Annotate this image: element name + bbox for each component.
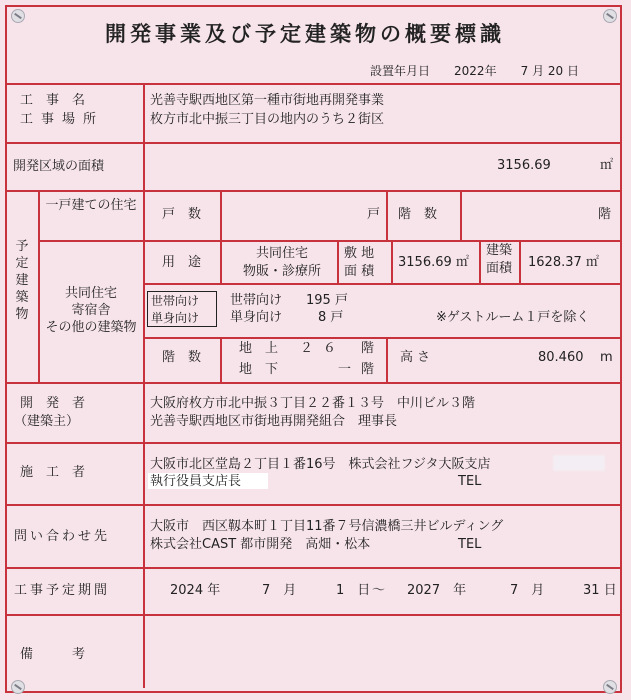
rule — [38, 190, 40, 382]
rule — [220, 337, 222, 382]
rule — [337, 240, 339, 284]
building-area-label-2: 面積 — [486, 261, 513, 276]
contractor-tel: TEL — [458, 474, 482, 489]
rule — [38, 240, 622, 242]
above-ground-label: 地 上 — [239, 341, 279, 356]
contractor-address: 大阪市北区堂島２丁目１番16号 株式会社フジタ大阪支店 — [150, 457, 491, 472]
rule — [220, 190, 222, 284]
rule — [386, 190, 388, 240]
contact-tel: TEL — [458, 537, 482, 552]
height-unit: m — [600, 350, 613, 365]
remarks-label: 備 考 — [20, 647, 86, 662]
rule — [5, 382, 622, 384]
site-area-label-2: 面 積 — [344, 264, 375, 279]
building-area-label-1: 建築 — [486, 243, 513, 258]
developer-label: 開 発 者 — [20, 396, 86, 411]
contact-company: 株式会社CAST 都市開発 高畑・松本 — [150, 537, 371, 552]
area-value: 3156.69 — [497, 158, 551, 173]
installation-date: 設置年月日 2022年 7 月 20 日 — [370, 64, 580, 78]
contact-label: 問い合わせ先 — [14, 529, 111, 544]
use-line-1: 共同住宅 — [255, 246, 308, 261]
area-label: 開発区域の面積 — [13, 159, 105, 174]
rule — [143, 83, 145, 688]
period-start-day: 1 日 — [336, 583, 371, 598]
period-end-month: 7 月 — [510, 583, 545, 598]
detached-count-label: 戸 数 — [162, 207, 202, 222]
below-ground-value: 一 — [338, 362, 352, 377]
rule — [5, 83, 622, 85]
rule — [5, 504, 622, 506]
contact-address: 大阪市 西区靱本町１丁目11番７号信濃橋三井ビルディング — [150, 519, 504, 534]
household-box-label: 世帯向け — [151, 294, 200, 308]
redaction-mark — [553, 455, 605, 471]
collective-label-1: 共同住宅 — [64, 286, 117, 301]
period-start-year: 2024 年 — [170, 583, 221, 598]
detached-count-unit: 戸 — [367, 207, 381, 222]
rule — [5, 614, 622, 616]
period-label: 工事予定期間 — [14, 583, 111, 598]
above-ground-unit: 階 — [361, 341, 375, 356]
developer-sublabel: （建築主） — [14, 414, 80, 429]
site-area-value: 3156.69 ㎡ — [398, 255, 469, 270]
site-area-label-1: 敷 地 — [344, 246, 375, 261]
developer-address: 大阪府枚方市北中振３丁目２２番１３号 中川ビル３階 — [150, 396, 476, 411]
detached-house-label: 一戸建ての住宅 — [45, 198, 137, 213]
rule — [143, 283, 622, 285]
above-ground-value: ２６ — [300, 341, 347, 356]
collective-label-2: 寄宿舎 — [71, 303, 111, 318]
floors-label: 階 数 — [162, 350, 202, 365]
period-tilde: ～ — [372, 583, 386, 598]
detached-floors-unit: 階 — [598, 207, 612, 222]
construction-place-label: 工事場所 — [20, 112, 105, 127]
screw-icon — [11, 680, 25, 694]
rule — [479, 240, 481, 284]
single-units-text: 単身向け — [230, 310, 283, 325]
single-box-label: 単身向け — [151, 311, 200, 325]
rule — [519, 240, 521, 284]
rule — [391, 240, 393, 284]
rule — [5, 142, 622, 144]
rule — [143, 337, 622, 339]
period-end-day: 31 日 — [583, 583, 617, 598]
period-start-month: 7 月 — [262, 583, 297, 598]
below-ground-label: 地 下 — [239, 362, 279, 377]
household-units-value: 195 戸 — [306, 293, 348, 308]
height-label: 高 さ — [400, 350, 431, 365]
rule — [5, 190, 622, 192]
rule — [5, 442, 622, 444]
contractor-label: 施 工 者 — [20, 465, 86, 480]
detached-floors-label: 階 数 — [398, 207, 438, 222]
rule — [386, 337, 388, 382]
use-label: 用 途 — [162, 255, 202, 270]
screw-icon — [603, 9, 617, 23]
single-units-value: 8 戸 — [318, 310, 344, 325]
height-value: 80.460 — [538, 350, 584, 365]
building-area-value: 1628.37 ㎡ — [528, 255, 599, 270]
construction-place: 枚方市北中振三丁目の地内のうち２街区 — [150, 112, 385, 127]
rule — [460, 190, 462, 240]
contractor-title: 執行役員支店長 — [150, 474, 242, 489]
household-units-text: 世帯向け — [230, 293, 283, 308]
use-line-2: 物販・診療所 — [242, 264, 321, 279]
construction-name-label: 工 事 名 — [20, 93, 86, 108]
screw-icon — [603, 680, 617, 694]
planned-building-label: 予定建築物 — [15, 239, 29, 322]
rule — [5, 567, 622, 569]
below-ground-unit: 階 — [361, 362, 375, 377]
sign-title: 開発事業及び予定建築物の概要標識 — [105, 22, 505, 46]
developer-name: 光善寺駅西地区市街地再開発組合 理事長 — [150, 414, 398, 429]
collective-label-3: その他の建築物 — [45, 320, 137, 335]
area-unit: ㎡ — [600, 158, 614, 173]
period-end-year: 2027 年 — [407, 583, 467, 598]
construction-name: 光善寺駅西地区第一種市街地再開発事業 — [150, 93, 385, 108]
screw-icon — [11, 9, 25, 23]
guest-room-note: ※ゲストルーム１戸を除く — [436, 310, 590, 325]
